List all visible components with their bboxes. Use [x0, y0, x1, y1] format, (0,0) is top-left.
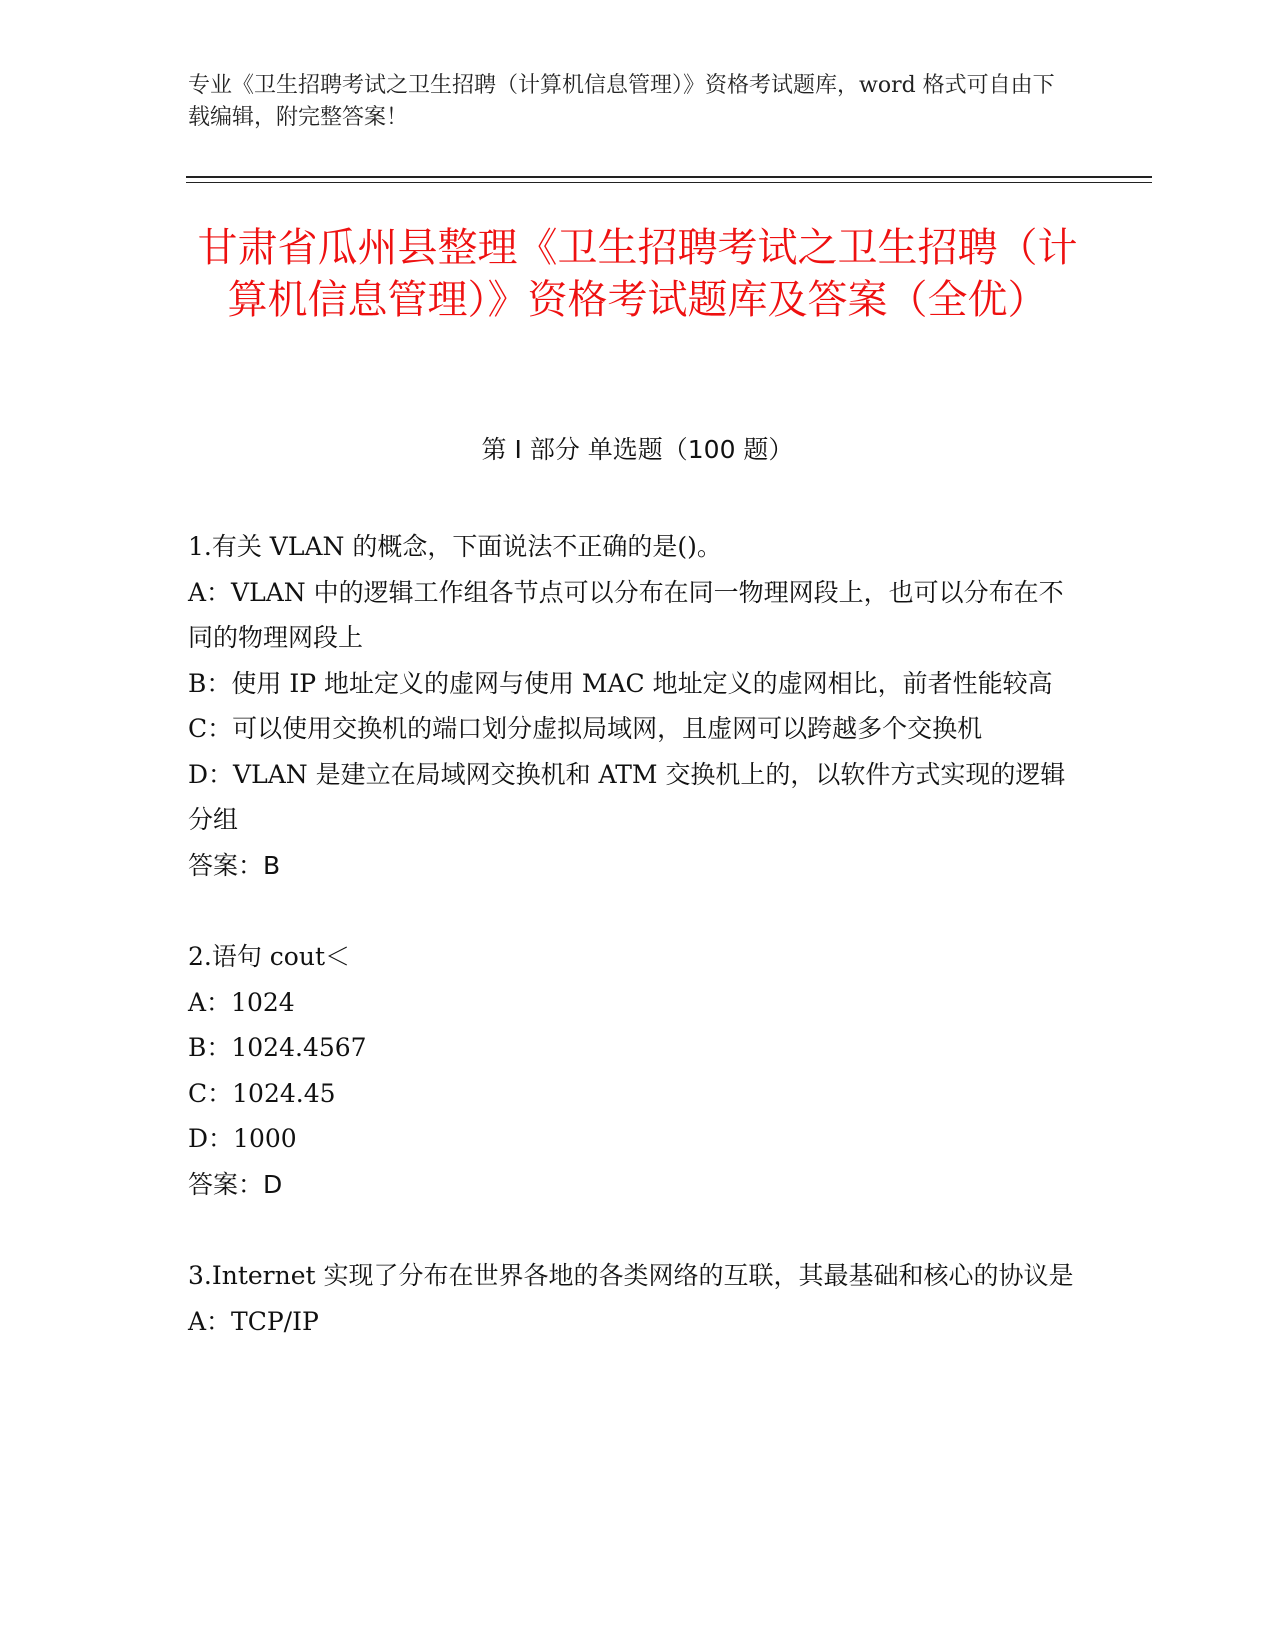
option-a: A：1024 — [188, 987, 295, 1017]
option-c: C：可以使用交换机的端口划分虚拟局域网，且虚网可以跨越多个交换机 — [188, 714, 983, 743]
question-3 — [188, 1253, 1088, 1344]
question-stem: 2.语句 cout＜ — [188, 942, 350, 971]
question-2 — [188, 934, 1088, 1207]
question-stem: 1.有关 VLAN 的概念，下面说法不正确的是()。 — [188, 532, 722, 561]
option-a: A：VLAN 中的逻辑工作组各节点可以分布在同一物理网段上，也可以分布在不同的物理网段上 — [188, 577, 1064, 652]
option-d: D：VLAN 是建立在局域网交换机和 ATM 交换机上的，以软件方式实现的逻辑分组 — [188, 759, 1066, 834]
header-rule-thin — [186, 182, 1152, 183]
option-c: C：1024.45 — [188, 1078, 336, 1108]
option-d: D：1000 — [188, 1124, 297, 1153]
question-list — [188, 524, 1088, 1390]
header-rule-thick — [186, 176, 1152, 178]
answer-line: 答案：B — [188, 850, 281, 880]
option-b: B：1024.4567 — [188, 1033, 367, 1062]
header-note: 专业《卫生招聘考试之卫生招聘（计算机信息管理）》资格考试题库，word 格式可自由下载编辑，附完整答案！ — [188, 73, 1055, 130]
document-title: 甘肃省瓜州县整理《卫生招聘考试之卫生招聘（计算机信息管理）》资格考试题库及答案（全优） — [197, 225, 1078, 323]
question-stem: 3.Internet 实现了分布在世界各地的各类网络的互联，其最基础和核心的协议是 — [188, 1261, 1074, 1290]
section-heading: 第 I 部分 单选题（100 题） — [481, 435, 794, 464]
answer-line: 答案：D — [188, 1169, 283, 1199]
option-a: A：TCP/IP — [188, 1306, 319, 1336]
option-b: B：使用 IP 地址定义的虚网与使用 MAC 地址定义的虚网相比，前者性能较高 — [188, 668, 1053, 698]
question-1 — [188, 524, 1088, 888]
